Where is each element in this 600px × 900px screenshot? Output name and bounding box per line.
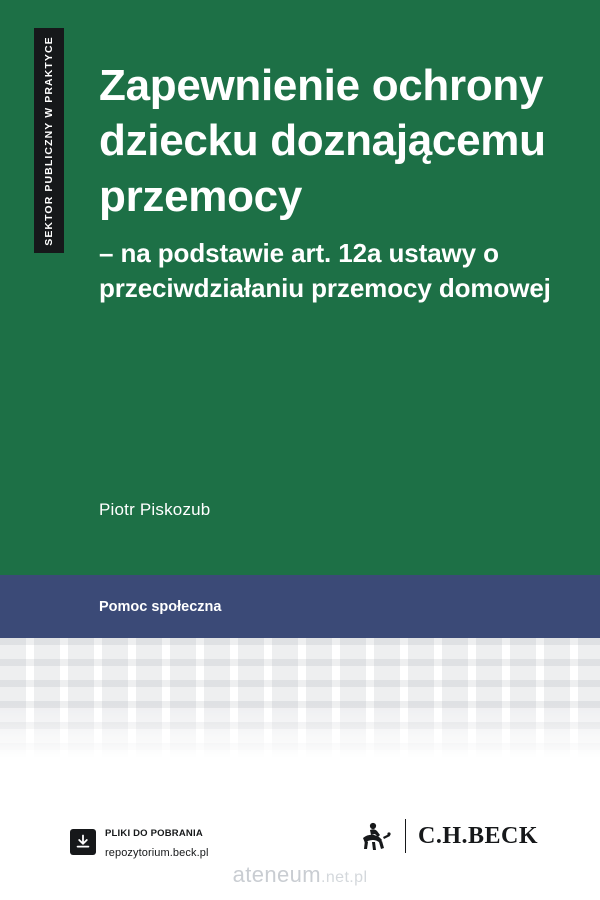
category-band-label: Pomoc społeczna [99, 598, 222, 615]
series-spine-text: SEKTOR PUBLICZNY W PRAKTYCE [42, 35, 55, 246]
title-block [99, 58, 569, 307]
book-title: Zapewnienie ochrony dziecku doznającemu przemocy [99, 61, 546, 221]
dot-pattern-decoration [0, 638, 600, 758]
category-band [0, 575, 600, 638]
download-url: repozytorium.beck.pl [105, 847, 209, 859]
book-author: Piotr Piskozub [99, 500, 211, 519]
publisher-logo [359, 818, 538, 854]
beck-horse-rider-icon [359, 818, 393, 854]
download-files-badge[interactable] [70, 822, 209, 862]
watermark-main: ateneum [232, 862, 322, 887]
watermark [0, 862, 600, 888]
series-spine-label [34, 28, 64, 253]
watermark-suffix: .net.pl [321, 869, 368, 886]
download-icon [70, 829, 96, 855]
logo-divider [405, 819, 406, 853]
book-subtitle: – na podstawie art. 12a ustawy o przeciwdziałaniu przemocy domowej [99, 238, 551, 304]
download-label: PLIKI DO POBRANIA [105, 828, 203, 839]
publisher-name: C.H.BECK [417, 822, 538, 849]
